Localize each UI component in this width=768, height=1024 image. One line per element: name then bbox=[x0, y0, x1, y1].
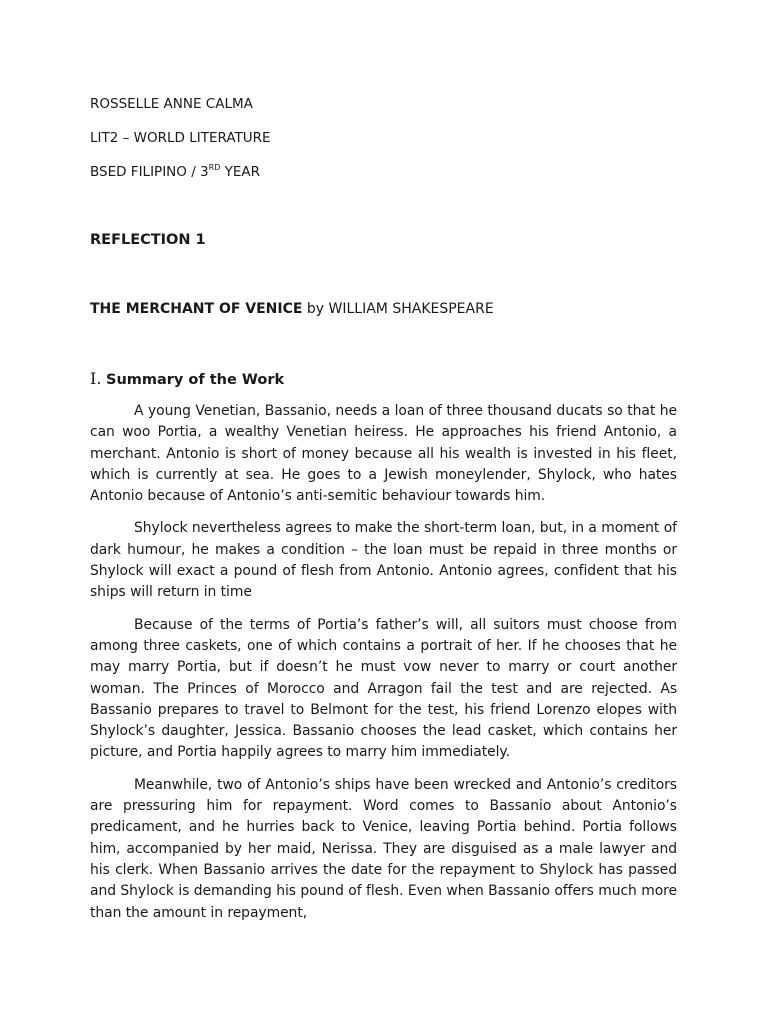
course-line bbox=[90, 128, 271, 148]
program-superscript: RD bbox=[208, 163, 221, 172]
work-byline: by WILLIAM SHAKESPEARE bbox=[302, 301, 494, 317]
course-text: LIT2 – WORLD LITERATURE bbox=[90, 130, 271, 146]
reflection-heading: REFLECTION 1 bbox=[90, 232, 206, 248]
summary-body bbox=[90, 401, 677, 935]
summary-paragraph-3: Because of the terms of Portia’s father’s will, all suitors must choose from among three caskets, one of which contains a portrait of her. If he chooses that he may marry Portia, but if doesn’t he must vow never to marry or court another woman. The Princes of Morocco and Arragon fail the test and are rejected. As Bassanio prepares to travel to Belmont for the test, his friend Lorenzo elopes with Shylock’s daughter, Jessica. Bassanio chooses the lead casket, which contains her picture, and Portia happily agrees to marry him immediately. bbox=[90, 616, 677, 761]
program-line bbox=[90, 162, 260, 182]
section-heading-text: Summary of the Work bbox=[106, 372, 285, 388]
work-title: THE MERCHANT OF VENICE bbox=[90, 301, 303, 317]
summary-paragraph-1: A young Venetian, Bassanio, needs a loan of three thousand ducats so that he can woo Portia, a wealthy Venetian heiress. He approaches his friend Antonio, a merchant. Antonio is short of money because all his wealth is invested in his fleet, which is currently at sea. He goes to a Jewish moneylender, Shylock, who hates Antonio because of Antonio’s anti-semitic behaviour towards him. bbox=[90, 403, 677, 505]
section-numeral: I. bbox=[90, 369, 102, 388]
summary-paragraph-4: Meanwhile, two of Antonio’s ships have been wrecked and Antonio’s creditors are pressuring him for repayment. Word comes to Bassanio about Antonio’s predicament, and he hurries back to Venice, leaving Portia behind. Portia follows him, accompanied by her maid, Nerissa. They are disguised as a male lawyer and his clerk. When Bassanio arrives the date for the repayment to Shylock has passed and Shylock is demanding his pound of flesh. Even when Bassanio offers much more than the amount in repayment, bbox=[90, 776, 677, 921]
summary-paragraph-2: Shylock nevertheless agrees to make the short-term loan, but, in a moment of dark humour, he makes a condition – the loan must be repaid in three months or Shylock will exact a pound of flesh from Antonio. Antonio agrees, confident that his ships will return in time bbox=[90, 520, 677, 601]
work-title-line bbox=[90, 299, 494, 319]
author-name bbox=[90, 94, 253, 114]
program-suffix: YEAR bbox=[220, 164, 261, 180]
section-heading bbox=[90, 368, 284, 391]
author-name-text: ROSSELLE ANNE CALMA bbox=[90, 96, 253, 112]
program-prefix: BSED FILIPINO / 3 bbox=[90, 164, 209, 180]
